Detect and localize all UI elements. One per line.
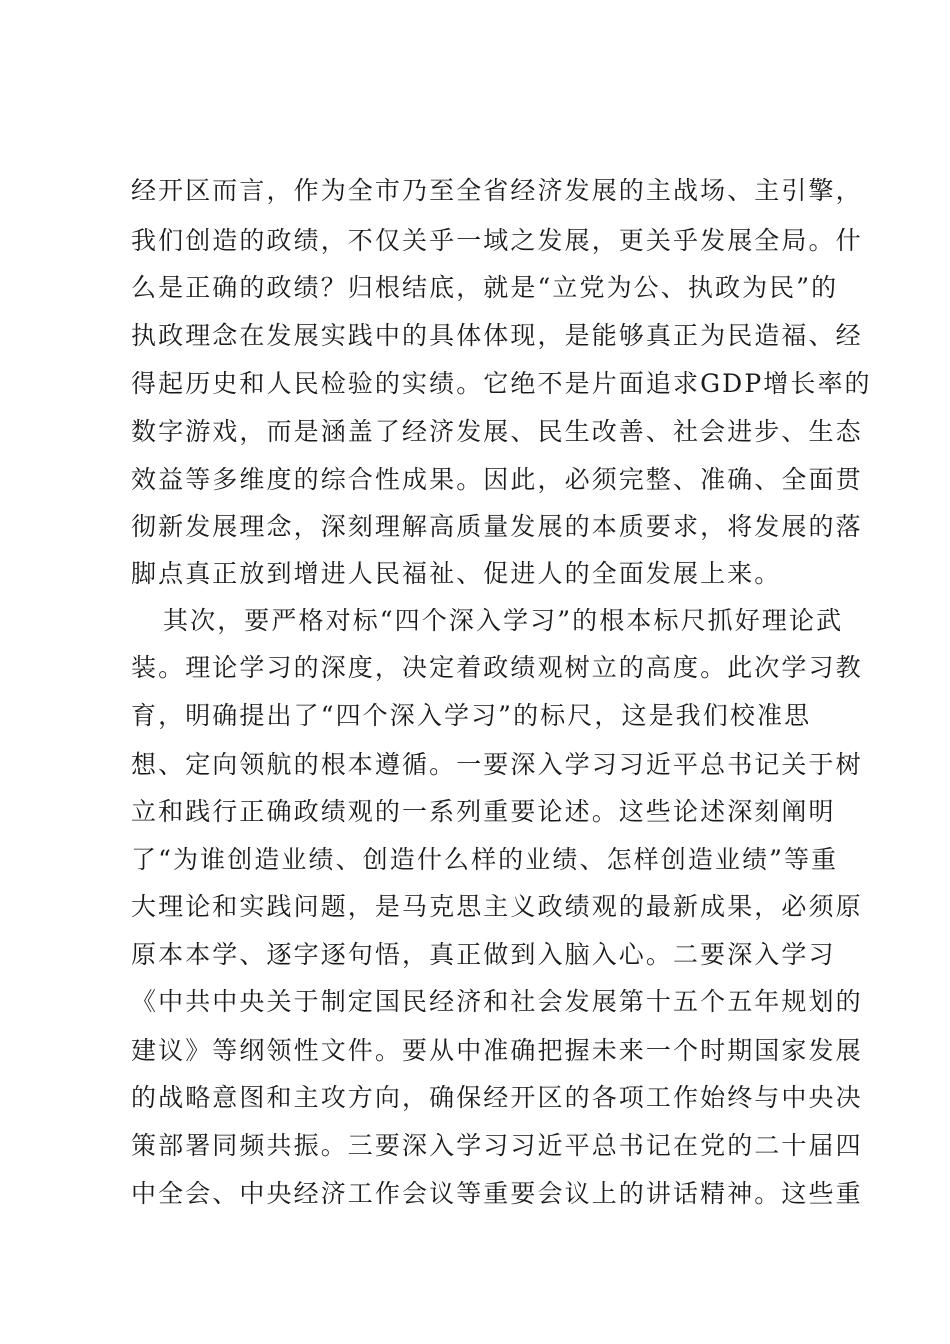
text-line: 建议》等纲领性文件。要从中准确把握未来一个时期国家发展 (131, 1036, 863, 1065)
text-line: 得起历史和人民检验的实绩。它绝不是片面追求GDP增长率的 (131, 369, 872, 398)
text-line: 育，明确提出了“四个深入学习”的标尺，这是我们校准思 (131, 701, 812, 730)
text-line: 了“为谁创造业绩、创造什么样的业绩、怎样创造业绩”等重 (131, 845, 839, 874)
text-line: 立和践行正确政绩观的一系列重要论述。这些论述深刻阐明 (131, 797, 836, 826)
text-line: 想、定向领航的根本遵循。一要深入学习习近平总书记关于树 (131, 750, 863, 779)
text-line: 装。理论学习的深度，决定着政绩观树立的高度。此次学习教 (131, 653, 863, 682)
text-line: 我们创造的政绩，不仅关乎一域之发展，更关乎发展全局。什 (131, 226, 863, 255)
text-line: 大理论和实践问题，是马克思主义政绩观的最新成果，必须原 (131, 892, 863, 921)
text-line: 效益等多维度的综合性成果。因此，必须完整、准确、全面贯 (131, 465, 863, 494)
text-line: 策部署同频共振。三要深入学习习近平总书记在党的二十届四 (131, 1131, 863, 1160)
text-line: 执政理念在发展实践中的具体体现，是能够真正为民造福、经 (131, 321, 863, 350)
text-line: 原本本学、逐字逐句悟，真正做到入脑入心。二要深入学习 (131, 940, 836, 969)
text-line: 中全会、中央经济工作会议等重要会议上的讲话精神。这些重 (131, 1179, 863, 1208)
text-line: 的战略意图和主攻方向，确保经开区的各项工作始终与中央决 (131, 1083, 863, 1112)
text-line: 么是正确的政绩？归根结底，就是“立党为公、执政为民”的 (131, 273, 839, 302)
text-line: 经开区而言，作为全市乃至全省经济发展的主战场、主引擎， (131, 176, 863, 205)
text-line: 《中共中央关于制定国民经济和社会发展第十五个五年规划的 (131, 987, 863, 1016)
text-line: 数字游戏，而是涵盖了经济发展、民生改善、社会进步、生态 (131, 417, 863, 446)
text-line: 脚点真正放到增进人民福祉、促进人的全面发展上来。 (131, 559, 782, 588)
paragraph-first-line: 其次，要严格对标“四个深入学习”的根本标尺抓好理论武 (163, 606, 844, 635)
text-line: 彻新发展理念，深刻理解高质量发展的本质要求，将发展的落 (131, 512, 863, 541)
